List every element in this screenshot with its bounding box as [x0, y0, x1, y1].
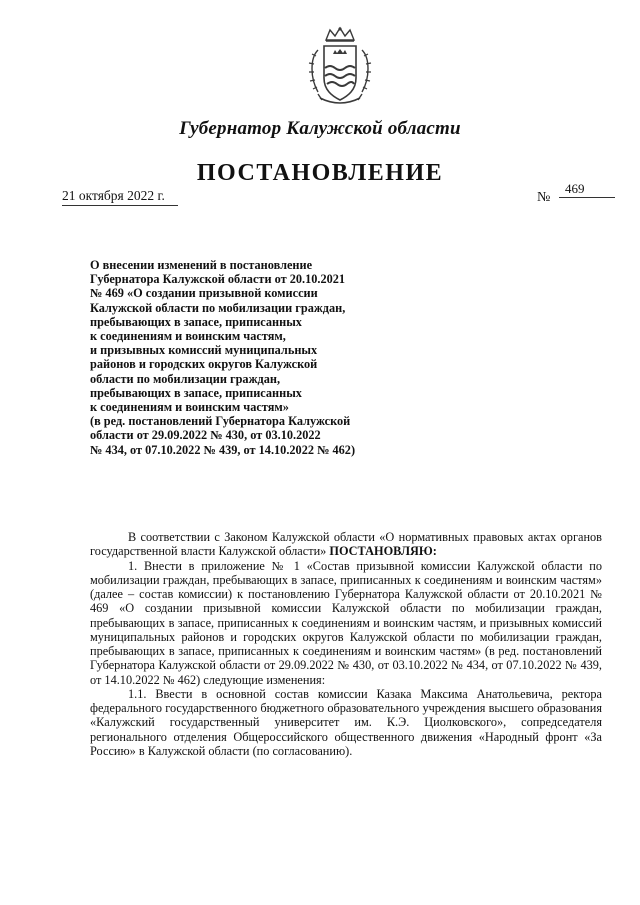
subject-line: Губернатора Калужской области от 20.10.2021 — [90, 272, 346, 287]
preamble-paragraph — [90, 530, 602, 559]
document-number: 469 — [559, 181, 615, 198]
subject-line: пребывающих в запасе, приписанных — [90, 385, 302, 400]
item-1-paragraph: 1. Внести в приложение № 1 «Состав призывной комиссии Калужской области по мобилизации граждан, пребывающих в запасе, приписанных к соединениям и воинским частям» (далее – состав комиссии) к постановлению Губернатора Калужской области от 20.10.2021 № 469 «О создании призывной комиссии Калужской области по мобилизации граждан, пребывающих в запасе, приписанных к соединениям и воинским частям, и призывных комиссий муниципальных районов и городских округов Калужской области по мобилизации граждан, пребывающих в запасе, приписанных к соединениям и воинским частям» (в ред. постановлений Губернатора Калужской области от 29.09.2022 № 430, от 03.10.2022 № 434, от 07.10.2022 № 439, от 14.10.2022 № 462) следующие изменения: — [90, 558, 602, 687]
subject-line: Калужской области по мобилизации граждан, — [90, 300, 346, 315]
subject-line: к соединениям и воинским частям» — [90, 400, 289, 415]
subject-line: пребывающих в запасе, приписанных — [90, 314, 302, 329]
coat-of-arms-emblem — [304, 26, 376, 108]
document-body — [90, 530, 602, 758]
subject-line: районов и городских округов Калужской — [90, 357, 318, 372]
document-subject — [90, 258, 390, 457]
document-date: 21 октября 2022 г. — [62, 188, 178, 206]
subject-line: области по мобилизации граждан, — [90, 371, 281, 386]
document-number-label: № — [537, 190, 551, 205]
subject-line: № 469 «О создании призывной комиссии — [90, 286, 318, 301]
subject-line: (в ред. постановлений Губернатора Калужской — [90, 414, 351, 429]
subject-line: к соединениям и воинским частям, — [90, 329, 286, 344]
item-1-1-paragraph: 1.1. Ввести в основной состав комиссии Казака Максима Анатольевича, ректора федерального государственного бюджетного образовательного учреждения высшего образования «Калужский государственный университет им. К.Э. Циолковского», сопредседателя регионального отделения Общероссийского общественного движения «Народный фронт «За Россию» в Калужской области (по согласованию). — [90, 686, 602, 758]
issuing-authority: Губернатор Калужской области — [179, 118, 461, 139]
subject-line: О внесении изменений в постановление — [90, 258, 313, 272]
subject-line: области от 29.09.2022 № 430, от 03.10.2022 — [90, 428, 321, 443]
document-type: ПОСТАНОВЛЕНИЕ — [196, 160, 444, 186]
preamble-text: В соответствии с Законом Калужской области «О нормативных правовых актах органов государственной власти Калужской области» — [90, 530, 602, 559]
subject-line: № 434, от 07.10.2022 № 439, от 14.10.2022 № 462) — [90, 442, 356, 457]
subject-line: и призывных комиссий муниципальных — [90, 343, 318, 358]
decree-word: ПОСТАНОВЛЯЮ: — [329, 544, 437, 559]
